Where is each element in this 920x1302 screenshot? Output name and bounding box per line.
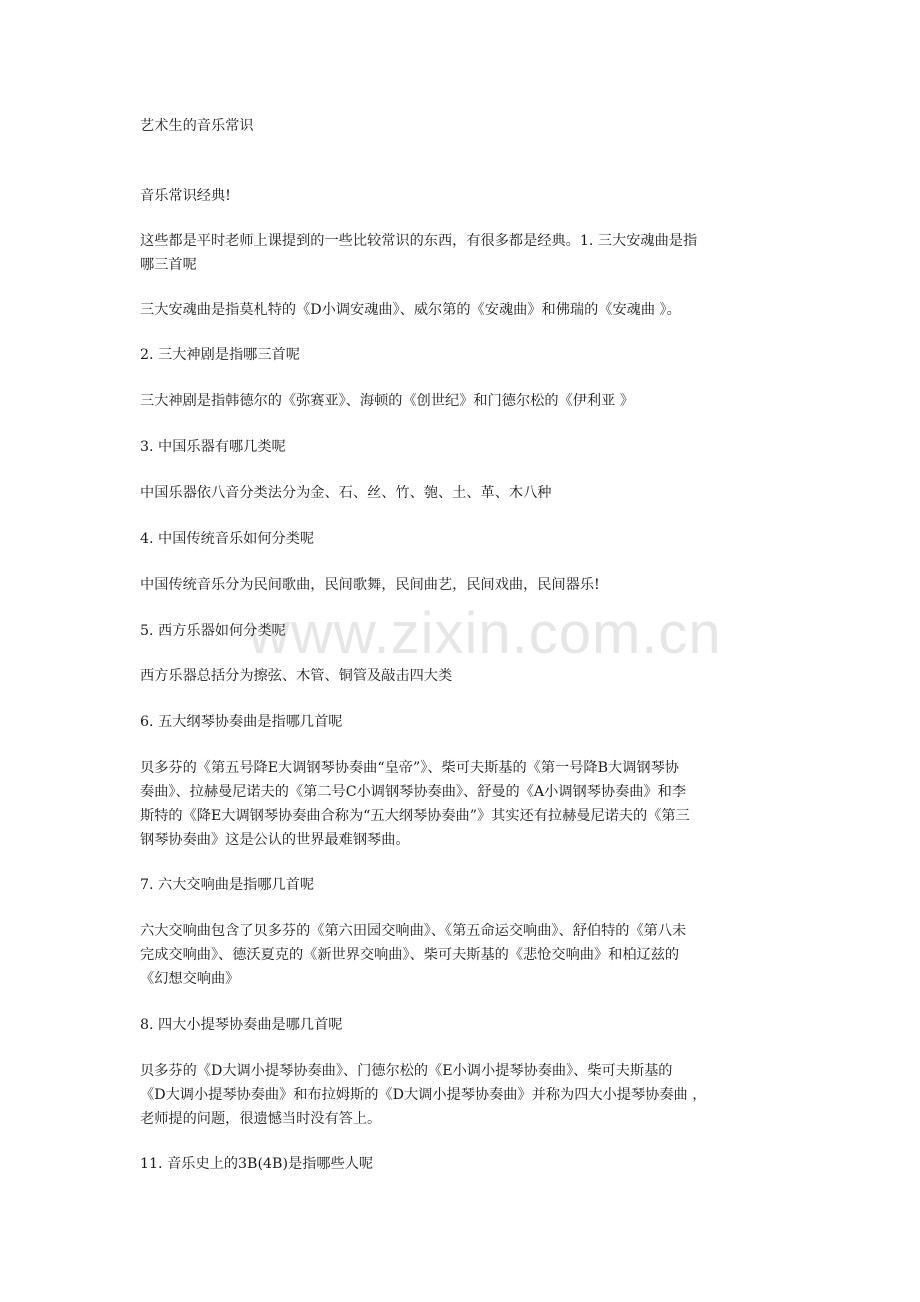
answer-line: 中国传统音乐分为民间歌曲，民间歌舞，民间曲艺，民间戏曲，民间器乐! xyxy=(140,577,600,593)
intro-heading: 音乐常识经典! xyxy=(140,188,231,204)
answer-line: 中国乐器依八音分类法分为金、石、丝、竹、匏、土、革、木八种 xyxy=(140,485,552,501)
answer-line: 贝多芬的《D大调小提琴协奏曲》、门德尔松的《E小调小提琴协奏曲》、柴可夫斯基的 xyxy=(140,1063,673,1079)
question-line: 8. 四大小提琴协奏曲是哪几首呢 xyxy=(140,1017,343,1033)
answer-line: 《D大调小提琴协奏曲》和布拉姆斯的《D大调小提琴协奏曲》并称为四大小提琴协奏曲 ， xyxy=(140,1087,707,1103)
question-line: 2. 三大神剧是指哪三首呢 xyxy=(140,347,300,363)
document-title: 艺术生的音乐常识 xyxy=(140,118,254,134)
question-line: 4. 中国传统音乐如何分类呢 xyxy=(140,531,315,547)
answer-line: 贝多芬的《第五号降E大调钢琴协奏曲“皇帝”》、柴可夫斯基的《第一号降B大调钢琴协 xyxy=(140,760,679,776)
answer-line: 斯特的《降E大调钢琴协奏曲合称为“五大纲琴协奏曲”》其实还有拉赫曼尼诺夫的《第三 xyxy=(140,808,690,824)
intro-text-line: 哪三首呢 xyxy=(140,257,197,273)
question-line: 3. 中国乐器有哪几类呢 xyxy=(140,439,286,455)
question-line: 6. 五大纲琴协奏曲是指哪几首呢 xyxy=(140,714,343,730)
question-line: 11. 音乐史上的3B(4B)是指哪些人呢 xyxy=(140,1156,374,1172)
question-line: 5. 西方乐器如何分类呢 xyxy=(140,623,286,639)
answer-line: 老师提的问题，很遗憾当时没有答上。 xyxy=(140,1111,382,1127)
question-line: 7. 六大交响曲是指哪几首呢 xyxy=(140,877,315,893)
answer-line: 《幻想交响曲》 xyxy=(140,971,240,987)
answer-line: 奏曲》、拉赫曼尼诺夫的《第二号C小调钢琴协奏曲》、舒曼的《A小调钢琴协奏曲》和李 xyxy=(140,784,687,800)
watermark: www.zixin.com.cn xyxy=(248,601,722,666)
answer-line: 完成交响曲》、德沃夏克的《新世界交响曲》、柴可夫斯基的《悲怆交响曲》和柏辽兹的 xyxy=(140,947,680,963)
answer-line: 三大神剧是指韩德尔的《弥赛亚》、海顿的《创世纪》和门德尔松的《伊利亚 》 xyxy=(140,393,634,409)
answer-line: 钢琴协奏曲》这是公认的世界最难钢琴曲。 xyxy=(140,832,410,848)
answer-line: 六大交响曲包含了贝多芬的《第六田园交响曲》、《第五命运交响曲》、舒伯特的《第八未 xyxy=(140,923,687,939)
answer-line: 西方乐器总括分为擦弦、木管、铜管及敲击四大类 xyxy=(140,668,453,684)
answer-line: 三大安魂曲是指莫札特的《D小调安魂曲》、威尔第的《安魂曲》和佛瑞的《安魂曲 》。 xyxy=(140,302,681,318)
intro-text-line: 这些都是平时老师上课提到的一些比较常识的东西，有很多都是经典。1. 三大安魂曲是指 xyxy=(140,233,698,249)
